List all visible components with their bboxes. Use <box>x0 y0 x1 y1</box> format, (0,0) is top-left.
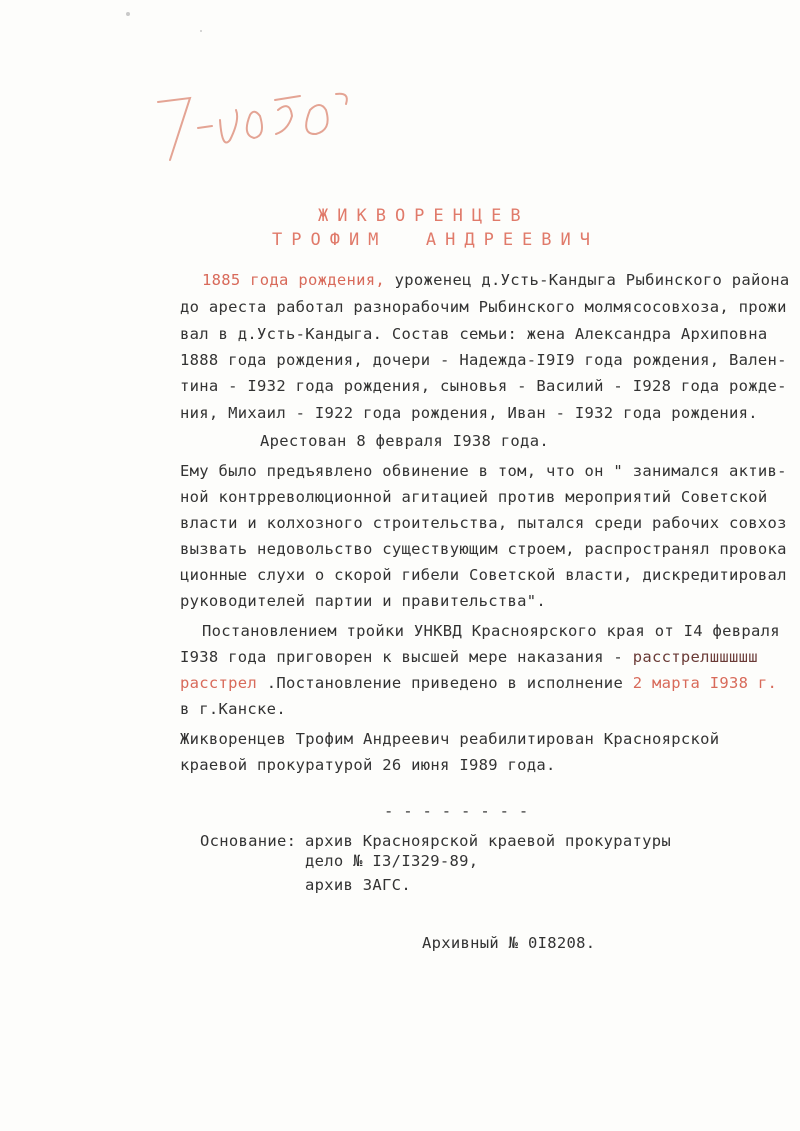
sentence-line <box>180 674 777 692</box>
sentence-text: I938 года приговорен к высшей мере наказания - <box>180 648 633 666</box>
rehabilitation-line: краевой прокуратурой 26 июня I989 года. <box>180 756 556 774</box>
sentence-text: .Постановление приведено в исполнение <box>257 674 633 692</box>
birthplace-text: уроженец д.Усть-Кандыга Рыбинского района <box>385 271 790 289</box>
birth-year-text: 1885 года рождения, <box>202 271 386 289</box>
archive-number: Архивный № 0I8208. <box>422 934 596 952</box>
sentence-line: Постановлением тройки УНКВД Красноярского края от I4 февраля <box>202 622 780 640</box>
basis-line: архив Красноярской краевой прокуратуры <box>305 832 672 850</box>
execution-date: 2 марта I938 г. <box>632 674 778 692</box>
struck-over-text: расстрелшшшшш <box>632 648 758 666</box>
sentence-line: в г.Канске. <box>180 700 286 718</box>
basis-label: Основание: <box>200 832 297 850</box>
separator: - - - - - - - - <box>384 802 529 820</box>
charge-line: Ему было предъявлено обвинение в том, что он " занимался актив- <box>180 462 787 480</box>
person-surname: ЖИКВОРЕНЦЕВ <box>318 206 530 226</box>
biography-line: тина - I932 года рождения, сыновья - Василий - I928 года рожде- <box>180 377 787 395</box>
charge-line: ционные слухи о скорой гибели Советской власти, дискредитировал <box>180 566 787 584</box>
biography-line: 1888 года рождения, дочери - Надежда-I9I9 года рождения, Вален- <box>180 351 787 369</box>
charge-line: власти и колхозного строительства, пытался среди рабочих совхоз <box>180 514 787 532</box>
speck <box>200 30 202 32</box>
arrest-line: Арестован 8 февраля I938 года. <box>260 432 549 450</box>
charge-line: ной контрреволюционной агитацией против мероприятий Советской <box>180 488 768 506</box>
handwritten-note <box>150 80 370 170</box>
execution-word: расстрел <box>180 674 258 692</box>
biography-line: вал в д.Усть-Кандыга. Состав семьи: жена Александра Архиповна <box>180 325 768 343</box>
speck <box>126 12 130 16</box>
biography-line <box>202 271 790 289</box>
sentence-line <box>180 648 758 666</box>
charge-line: руководителей партии и правительства". <box>180 592 547 610</box>
rehabilitation-line: Жикворенцев Трофим Андреевич реабилитирован Красноярской <box>180 730 720 748</box>
basis-line: дело № I3/I329-89, <box>305 852 479 870</box>
biography-line: ния, Михаил - I922 года рождения, Иван - I932 года рождения. <box>180 404 758 422</box>
person-name: ТРОФИМ АНДРЕЕВИЧ <box>272 230 599 250</box>
basis-line: архив ЗАГС. <box>305 876 411 894</box>
biography-line: до ареста работал разнорабочим Рыбинского молмясосовхоза, прожи <box>180 298 787 316</box>
charge-line: вызвать недовольство существующим строем, распространял провока <box>180 540 787 558</box>
